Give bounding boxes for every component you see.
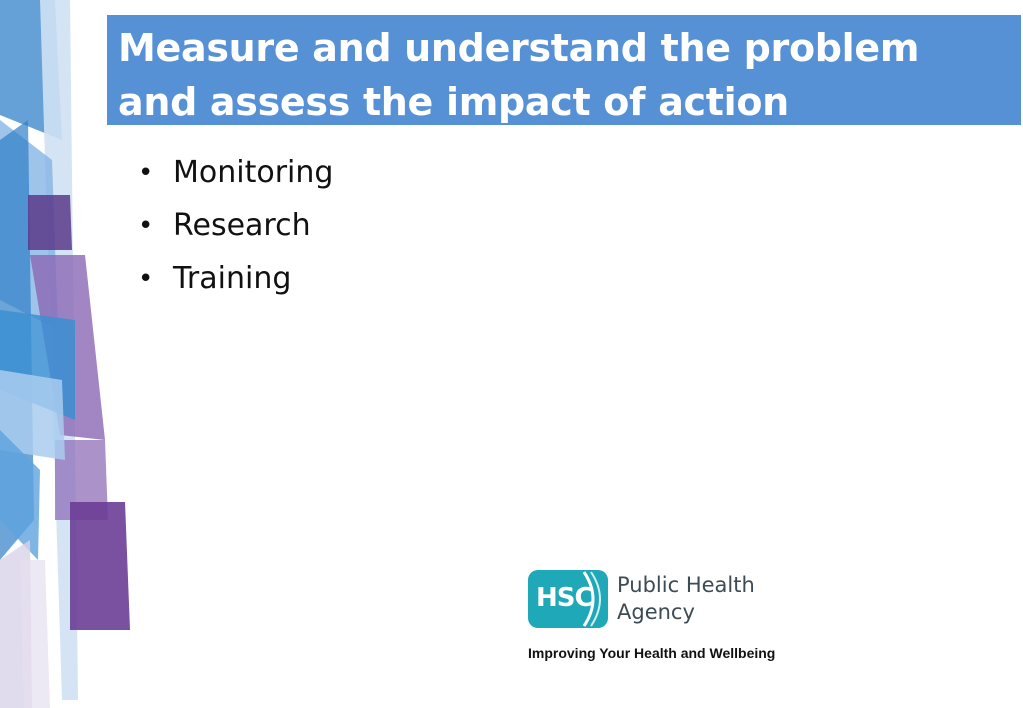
hsc-logo-icon bbox=[528, 570, 608, 628]
title-bar bbox=[107, 15, 1021, 125]
bullet-icon: • bbox=[138, 210, 154, 241]
logo-name bbox=[617, 572, 755, 626]
bullet-list bbox=[138, 146, 333, 305]
bullet-icon: • bbox=[138, 157, 154, 188]
bullet-icon: • bbox=[138, 263, 154, 294]
bullet-item bbox=[138, 146, 333, 199]
public-health-agency-logo bbox=[528, 570, 788, 632]
slide-title: Measure and understand the problem and assess the impact of action bbox=[118, 26, 920, 124]
tagline: Improving Your Health and Wellbeing bbox=[528, 645, 776, 661]
logo-swoosh-icon bbox=[580, 570, 608, 628]
bullet-text: Research bbox=[173, 207, 311, 243]
bullet-text: Monitoring bbox=[173, 154, 334, 190]
logo-abbreviation: HSC bbox=[536, 583, 593, 613]
bullet-item bbox=[138, 252, 333, 305]
logo-name-line2: Agency bbox=[617, 600, 695, 624]
bullet-item bbox=[138, 199, 333, 252]
logo-name-line1: Public Health bbox=[617, 573, 755, 597]
bullet-text: Training bbox=[173, 260, 292, 296]
